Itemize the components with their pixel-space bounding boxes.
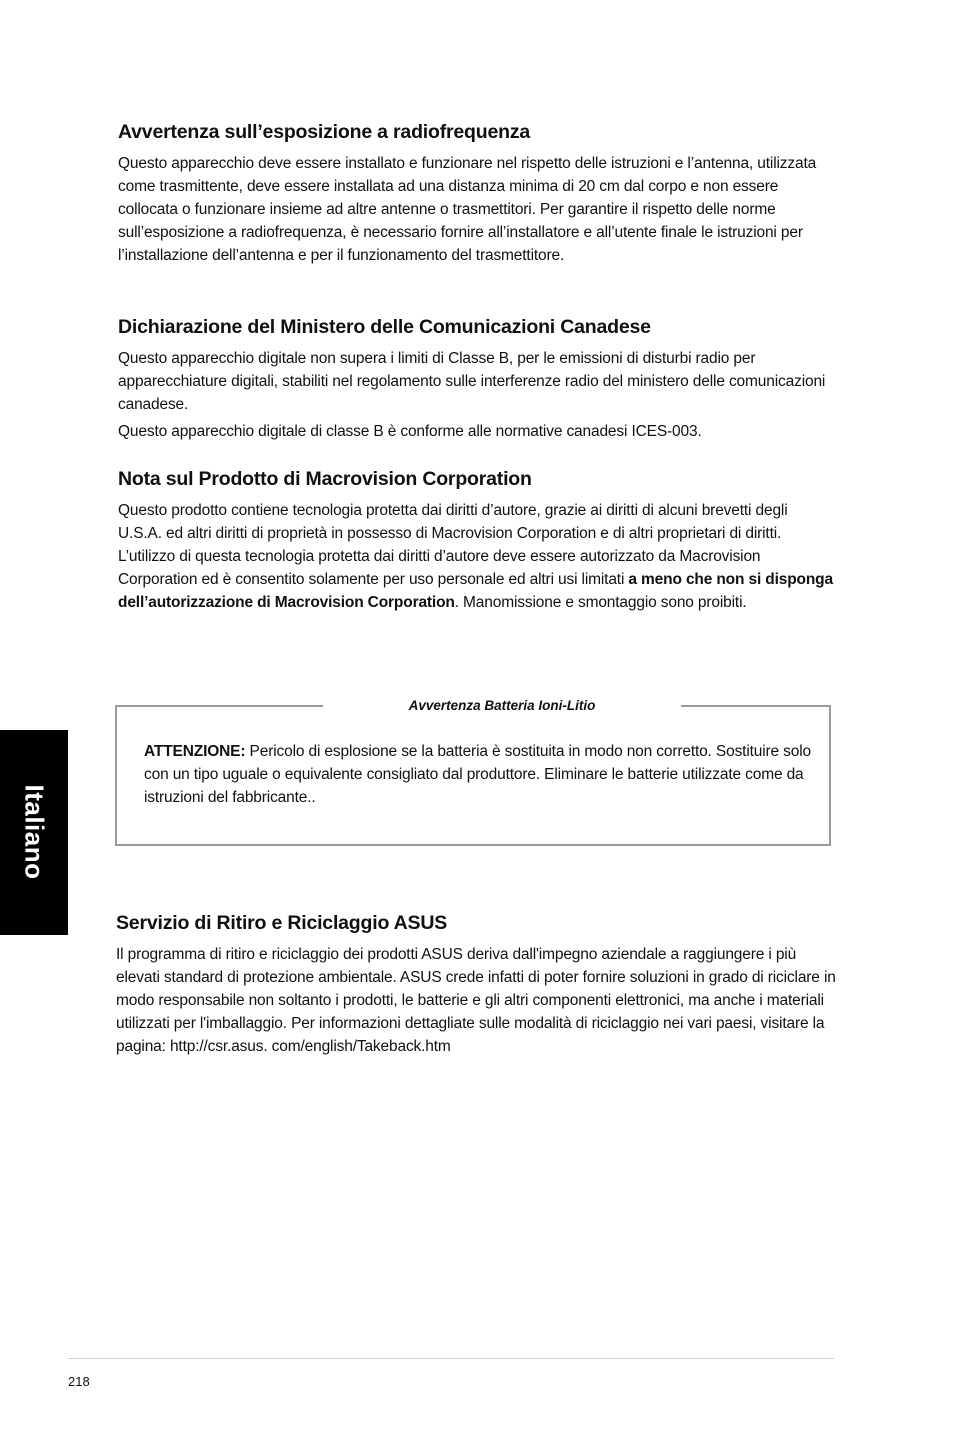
paragraph-emphasis: a meno che non si disponga dell’autorizzazione di Macrovision Corporation [118, 571, 833, 611]
warning-message: Pericolo di esplosione se la batteria è sostituita in modo non corretto. Sostituire solo con un tipo uguale o equivalente consigliato dal produttore. Eliminare le batterie utilizzate come da istruzioni del fabbricante.. [144, 743, 812, 806]
section-heading: Servizio di Ritiro e Riciclaggio ASUS [116, 912, 448, 934]
paragraph-text: . Manomissione e smontaggio sono proibiti. [454, 594, 747, 611]
language-label: Italiano [19, 784, 50, 880]
canada-declaration-section [118, 315, 834, 443]
recycling-section [116, 911, 836, 1058]
warning-label: ATTENZIONE: [144, 743, 246, 760]
paragraph-text: Questo prodotto contiene tecnologia protetta dai diritti d’autore, grazie ai diritti di alcuni brevetti degli U.S.A. ed altri diritti di proprietà in possesso di Macrovision Corporation e di altri proprietari di diritti. L’utilizzo di questa tecnologia protetta dai diritti d’autore deve essere autorizzato da Macrovision Corporation ed è consentito solamente per uso personale ed altri usi limitati [118, 502, 788, 588]
battery-warning-text [144, 740, 816, 809]
macrovision-section [118, 467, 834, 614]
rf-exposure-section [118, 120, 834, 267]
section-paragraph: Questo apparecchio digitale non supera i limiti di Classe B, per le emissioni di disturbi radio per apparecchiature digitali, stabiliti nel regolamento sulle interferenze radio del ministero delle comunicazioni canadese. [118, 350, 826, 413]
section-heading: Avvertenza sull’esposizione a radiofrequenza [118, 121, 531, 143]
page-number: 218 [68, 1374, 90, 1389]
language-side-tab [0, 730, 68, 935]
battery-warning-title: Avvertenza Batteria Ioni-Litio [323, 696, 681, 716]
footer-divider [68, 1358, 834, 1359]
section-paragraph [118, 499, 834, 614]
section-paragraph: Questo apparecchio digitale di classe B è conforme alle normative canadesi ICES-003. [118, 423, 702, 440]
section-paragraph: Questo apparecchio deve essere installato e funzionare nel rispetto delle istruzioni e l’antenna, utilizzata come trasmittente, deve essere installata ad una distanza minima di 20 cm dal corpo e non essere collocata o funzionare insieme ad altre antenne o trasmettitori. Per garantire il rispetto delle norme sull’esposizione a radiofrequenza, è necessario fornire all’installatore e all’utente finale le istruzioni per l’installazione dell’antenna e per il funzionamento del trasmettitore. [118, 155, 817, 264]
section-heading: Dichiarazione del Ministero delle Comunicazioni Canadese [118, 316, 651, 338]
section-heading: Nota sul Prodotto di Macrovision Corporation [118, 468, 532, 490]
section-paragraph: Il programma di ritiro e riciclaggio dei prodotti ASUS deriva dall'impegno aziendale a raggiungere i più elevati standard di protezione ambientale. ASUS crede infatti di poter fornire soluzioni in grado di riciclare in modo responsabile non soltanto i prodotti, le batterie e gli altri componenti elettronici, ma anche i materiali utilizzati per l'imballaggio. Per informazioni dettagliate sulle modalità di riciclaggio nei vari paesi, visitare la pagina: http://csr.asus. com/english/Takeback.htm [116, 946, 836, 1055]
